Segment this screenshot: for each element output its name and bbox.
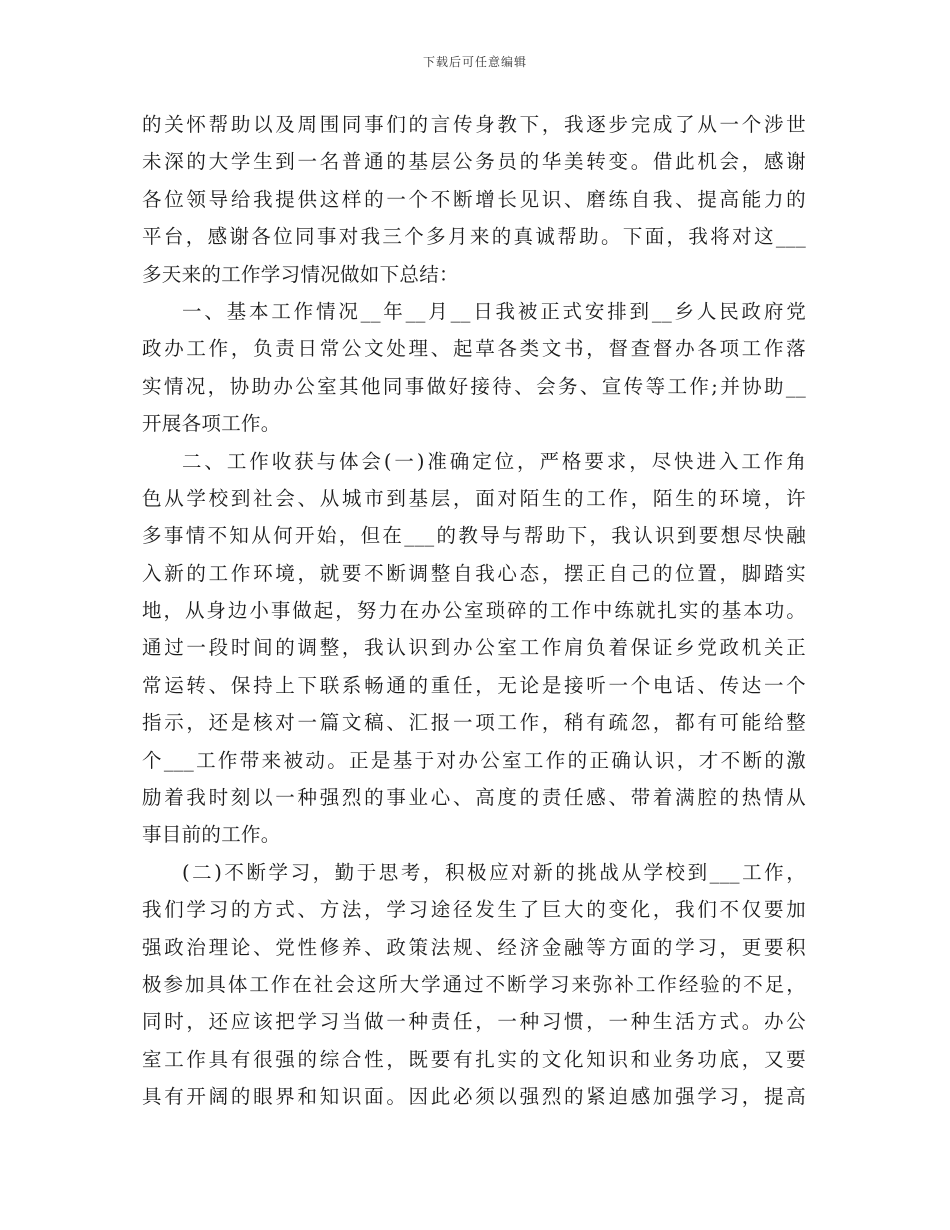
document-body — [142, 106, 806, 1116]
text-line: 通过一段时间的调整，我认识到办公室工作肩负着保证乡党政机关正 — [142, 636, 806, 660]
page-header: 下载后可任意编辑 — [422, 55, 527, 69]
text-line: 色从学校到社会、从城市到基层，面对陌生的工作，陌生的环境，许 — [142, 486, 806, 510]
text-line: 极参加具体工作在社会这所大学通过不断学习来弥补工作经验的不足， — [142, 972, 806, 996]
text-line: 的关怀帮助以及周围同事们的言传身教下，我逐步完成了从一个涉世 — [142, 113, 806, 136]
text-line: 强政治理论、党性修养、政策法规、经济金融等方面的学习，更要积 — [142, 935, 806, 959]
text-line: 多天来的工作学习情况做如下总结： — [142, 262, 459, 286]
text-line: 同时，还应该把学习当做一种责任，一种习惯，一种生活方式。办公 — [142, 1010, 806, 1034]
text-line: 实情况，协助办公室其他同事做好接待、会务、宣传等工作;并协助__ — [142, 374, 806, 398]
text-line: 开展各项工作。 — [142, 412, 281, 436]
text-line: 地，从身边小事做起，努力在办公室琐碎的工作中练就扎实的基本功。 — [142, 599, 806, 623]
text-line: 多事情不知从何开始，但在___的教导与帮助下，我认识到要想尽快融 — [142, 524, 806, 548]
text-line: 二、工作收获与体会(一)准确定位，严格要求，尽快进入工作角 — [182, 449, 806, 473]
text-line: 平台，感谢各位同事对我三个多月来的真诚帮助。下面，我将对这___ — [142, 225, 806, 249]
text-line: 指示，还是核对一篇文稿、汇报一项工作，稍有疏忽，都有可能给整 — [142, 711, 806, 735]
text-line: 我们学习的方式、方法，学习途径发生了巨大的变化，我们不仅要加 — [142, 898, 806, 922]
text-line: 常运转、保持上下联系畅通的重任，无论是接听一个电话、传达一个 — [142, 673, 806, 697]
text-line: 政办工作，负责日常公文处理、起草各类文书，督查督办各项工作落 — [142, 337, 806, 361]
text-line: 未深的大学生到一名普通的基层公务员的华美转变。借此机会，感谢 — [142, 150, 806, 174]
text-line: 励着我时刻以一种强烈的事业心、高度的责任感、带着满腔的热情从 — [142, 786, 806, 810]
text-line: 一、基本工作情况__年__月__日我被正式安排到__乡人民政府党 — [182, 299, 806, 323]
text-line: 事目前的工作。 — [142, 823, 281, 847]
text-line: (二)不断学习，勤于思考，积极应对新的挑战从学校到___工作， — [182, 860, 806, 884]
text-line: 个___工作带来被动。正是基于对办公室工作的正确认识，才不断的激 — [142, 748, 806, 772]
text-line: 具有开阔的眼界和知识面。因此必须以强烈的紧迫感加强学习，提高 — [142, 1085, 806, 1109]
text-line: 各位领导给我提供这样的一个不断增长见识、磨练自我、提高能力的 — [142, 187, 806, 211]
text-line: 室工作具有很强的综合性，既要有扎实的文化知识和业务功底，又要 — [142, 1047, 806, 1071]
text-line: 入新的工作环境，就要不断调整自我心态，摆正自己的位置，脚踏实 — [142, 561, 806, 585]
